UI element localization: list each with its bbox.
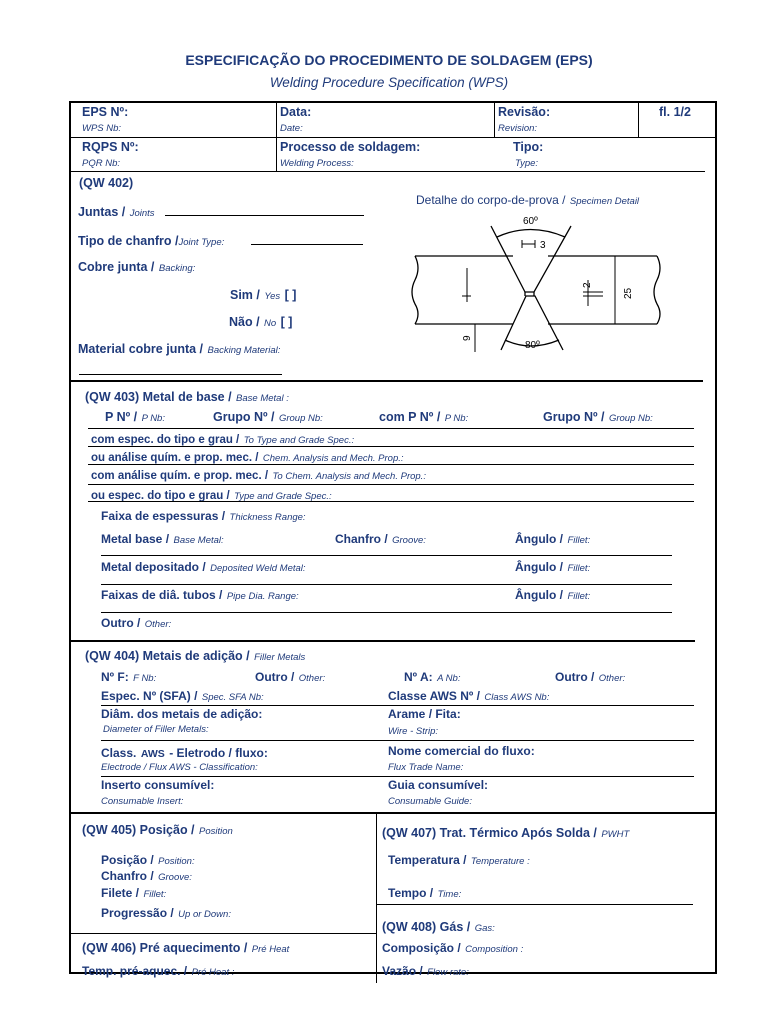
form-line[interactable] [101,776,694,777]
p-number-label-en: P Nb: [141,413,165,424]
deposited-metal-row [101,558,306,576]
qw407-heading-en: PWHT [601,829,630,840]
position-groove-label-en: Groove: [158,872,192,883]
other-1-label: Outro / [255,670,295,684]
pipe-dia-row [101,586,299,604]
flux-trade-name-label-en: Flux Trade Name: [388,762,464,773]
joints-row [78,203,155,221]
base-metal-row [101,530,224,548]
section-divider [70,380,703,382]
pipe-dia-label-en: Pipe Dia. Range: [226,591,299,602]
grid-line [70,171,705,172]
aws-class-label-en: Class AWS Nb: [484,692,550,703]
section-divider [376,904,693,905]
joints-field[interactable] [165,215,364,216]
form-line[interactable] [101,740,694,741]
spec-type-grade-label: com espec. do tipo e grau / [91,434,240,446]
wire-strip-label-en: Wire - Strip: [388,726,439,737]
gas-composition-row [382,939,523,957]
form-line[interactable] [101,612,672,613]
process-sub: Welding Process: [280,158,354,169]
joint-type-label: Tipo de chanfro / [78,234,179,248]
other-2-row [555,668,625,686]
deposited-metal-label-en: Deposited Weld Metal: [210,563,306,574]
grid-line [494,102,495,137]
with-chem-analysis-label: com análise quím. e prop. mec. / [91,470,269,482]
pwht-time-label: Tempo / [388,886,434,900]
p-number-row [105,408,165,426]
qw408-heading-row [382,918,495,936]
groove-label-en: Groove: [392,535,426,546]
group-number-row [213,408,323,426]
backing-label-en: Backing: [158,263,196,274]
section-divider [70,933,376,934]
form-line[interactable] [101,705,694,706]
eps-sub: WPS Nb: [82,123,122,134]
joint-type-row [78,232,224,250]
preheat-temp-row [82,962,234,980]
with-group-number-row [543,408,653,426]
sfa-label: Espec. Nº (SFA) / [101,689,198,703]
form-line[interactable] [88,464,694,465]
other-1-row [255,668,325,686]
gas-composition-label: Composição / [382,941,461,955]
backing-material-label-en: Backing Material: [207,345,281,356]
with-chem-analysis-label-en: To Chem. Analysis and Mech. Prop.: [272,471,426,482]
sheet-number: fl. 1/2 [659,105,691,119]
fillet-label-2-en: Fillet: [567,563,591,574]
other-2-label: Outro / [555,670,595,684]
specimen-detail-label: Detalhe do corpo-de-prova / [416,193,566,207]
progression-label-en: Up or Down: [178,909,231,920]
qw403-heading-en: Base Metal : [236,393,289,404]
qw405-heading-row [82,821,233,839]
specimen-detail-drawing [405,210,665,360]
a-number-label-en: A Nb: [437,673,461,684]
frame-right [715,101,717,973]
p-number-label: P Nº / [105,410,138,424]
gas-flow-row [382,962,469,980]
qw408-heading: (QW 408) Gás / [382,920,471,934]
backing-no-row [229,313,292,331]
position-fillet-label: Filete / [101,886,140,900]
with-p-number-row [379,408,468,426]
qw405-heading-en: Position [198,826,233,837]
fillet-row-3 [515,586,590,604]
no-label-en: No [264,318,277,329]
pwht-time-label-en: Time: [437,889,462,900]
f-number-label: Nº F: [101,670,129,684]
chem-analysis-label-en: Chem. Analysis and Mech. Prop.: [262,453,404,464]
position-fillet-label-en: Fillet: [143,889,167,900]
qw407-heading: (QW 407) Trat. Térmico Após Solda / [382,826,597,840]
filler-diameter-label-en: Diameter of Filler Metals: [103,724,209,735]
with-group-number-label-en: Group Nb: [608,413,653,424]
electrode-flux-label-en: Electrode / Flux AWS - Classification: [101,762,258,773]
qw408-heading-en: Gas: [474,923,495,934]
grid-line [70,137,715,138]
gas-composition-label-en: Composition : [465,944,524,955]
specimen-detail-label-en: Specimen Detail [569,196,640,207]
form-line[interactable] [101,584,672,585]
joints-label: Juntas / [78,205,126,219]
backing-material-row [78,340,280,358]
yes-label: Sim / [230,288,260,302]
form-line[interactable] [88,446,694,447]
eps-label: EPS Nº: [82,105,129,119]
qw405-heading: (QW 405) Posição / [82,823,195,837]
other-label-en: Other: [144,619,172,630]
groove-label: Chanfro / [335,532,388,546]
position-groove-label: Chanfro / [101,869,154,883]
no-checkbox[interactable]: [ ] [280,315,293,329]
dim-2: 2 [582,282,593,288]
electrode-flux-label: - Eletrodo / fluxo: [169,746,268,760]
section-divider [70,640,695,642]
aws-class-label: Classe AWS Nº / [388,689,480,703]
with-chem-analysis-row [91,466,426,484]
backing-yes-row [230,286,296,304]
electrode-flux-row [101,744,268,762]
position-label: Posição / [101,853,154,867]
progression-row [101,904,231,922]
section-divider [70,812,717,814]
fillet-label-1: Ângulo / [515,532,563,546]
position-label-en: Position: [158,856,195,867]
backing-row [78,258,195,276]
qw403-heading-row [85,388,289,406]
sfa-row [101,687,264,705]
rqps-label: RQPS Nº: [82,140,139,154]
frame-left [69,101,71,973]
gas-flow-label-en: Flow rate: [427,967,469,978]
qw402-heading: (QW 402) [79,176,134,190]
pwht-temperature-row [388,851,530,869]
preheat-temp-label: Temp. pré-aquec. / [82,964,188,978]
pwht-temperature-label: Temperatura / [388,853,467,867]
dim-25: 25 [623,287,634,299]
form-line[interactable] [88,484,694,485]
yes-label-en: Yes [264,291,281,302]
fillet-label-3: Ângulo / [515,588,563,602]
pwht-temperature-label-en: Temperature : [470,856,530,867]
revision-label: Revisão: [498,105,551,119]
dim-9: 9 [462,335,473,341]
form-line[interactable] [88,428,694,429]
qw406-heading: (QW 406) Pré aquecimento / [82,941,248,955]
pwht-time-row [388,884,461,902]
thickness-range-row [101,507,306,525]
other-row [101,614,171,632]
electrode-flux-aws: AWS [140,748,165,760]
dim-3: 3 [540,240,546,251]
preheat-temp-label-en: Pré Heat : [191,967,235,978]
form-line[interactable] [101,555,672,556]
group-number-label: Grupo Nº / [213,410,275,424]
fillet-label-3-en: Fillet: [567,591,591,602]
thickness-range-label-en: Thickness Range: [229,512,306,523]
joints-label-en: Joints [129,208,155,219]
f-number-label-en: F Nb: [133,673,157,684]
type-sub: Type: [515,158,539,169]
group-number-label-en: Group Nb: [278,413,323,424]
or-spec-type-grade-label: ou espec. do tipo e grau / [91,490,230,502]
form-line[interactable] [88,501,694,502]
with-group-number-label: Grupo Nº / [543,410,605,424]
joint-type-label-en: Joint Type: [178,237,225,248]
pipe-dia-label: Faixas de diâ. tubos / [101,588,223,602]
gas-flow-label: Vazão / [382,964,423,978]
a-number-row [404,668,460,686]
column-divider [376,813,377,983]
fillet-label-1-en: Fillet: [567,535,591,546]
position-groove-row [101,867,192,885]
joint-type-field[interactable] [251,244,363,245]
filler-diameter-label: Diâm. dos metais de adição: [101,707,263,721]
a-number-label: Nº A: [404,670,433,684]
backing-label: Cobre junta / [78,260,155,274]
qw403-heading: (QW 403) Metal de base / [85,390,232,404]
flux-trade-name-label: Nome comercial do fluxo: [388,744,535,758]
data-label: Data: [280,105,312,119]
chem-analysis-label: ou análise quím. e prop. mec. / [91,452,259,464]
thickness-range-label: Faixa de espessuras / [101,509,226,523]
with-p-number-label-en: P Nb: [444,413,469,424]
frame-top [69,101,717,103]
qw404-heading: (QW 404) Metais de adição / [85,649,250,663]
groove-row [335,530,426,548]
qw404-heading-row [85,647,305,665]
backing-material-field[interactable] [79,374,282,375]
progression-label: Progressão / [101,906,174,920]
other-2-label-en: Other: [598,673,626,684]
f-number-row [101,668,156,686]
page-title: ESPECIFICAÇÃO DO PROCEDIMENTO DE SOLDAGEM (EPS) [185,52,593,68]
consumable-insert-label-en: Consumable Insert: [101,796,184,807]
dim-bottom-angle: 80º [525,340,540,351]
spec-type-grade-label-en: To Type and Grade Spec.: [243,435,355,446]
with-p-number-label: com P Nº / [379,410,441,424]
specimen-detail-label-row [416,191,639,209]
aws-class-row [388,687,549,705]
qw406-heading-row [82,939,289,957]
type-label: Tipo: [513,140,544,154]
qw404-heading-en: Filler Metals [254,652,306,663]
other-label: Outro / [101,616,141,630]
or-spec-type-grade-label-en: Type and Grade Spec.: [234,491,332,502]
consumable-guide-label-en: Consumable Guide: [388,796,472,807]
yes-checkbox[interactable]: [ ] [284,288,297,302]
qw406-heading-en: Pré Heat [251,944,290,955]
fillet-label-2: Ângulo / [515,560,563,574]
sfa-label-en: Spec. SFA Nb: [201,692,264,703]
dim-top-angle: 60º [523,216,538,227]
grid-line [638,102,639,137]
base-metal-label-en: Base Metal: [173,535,224,546]
backing-material-label: Material cobre junta / [78,342,204,356]
no-label: Não / [229,315,260,329]
revision-sub: Revision: [498,123,538,134]
qw407-heading-row [382,824,629,842]
wire-strip-label: Arame / Fita: [388,707,461,721]
rqps-sub: PQR Nb: [82,158,121,169]
base-metal-label: Metal base / [101,532,170,546]
consumable-guide-label: Guia consumível: [388,778,489,792]
deposited-metal-label: Metal depositado / [101,560,206,574]
process-label: Processo de soldagem: [280,140,421,154]
data-sub: Date: [280,123,303,134]
electrode-flux-class: Class. [101,746,137,760]
consumable-insert-label: Inserto consumível: [101,778,215,792]
fillet-row-2 [515,558,590,576]
fillet-row-1 [515,530,590,548]
page-subtitle: Welding Procedure Specification (WPS) [269,75,509,90]
other-1-label-en: Other: [298,673,326,684]
position-fillet-row [101,884,166,902]
